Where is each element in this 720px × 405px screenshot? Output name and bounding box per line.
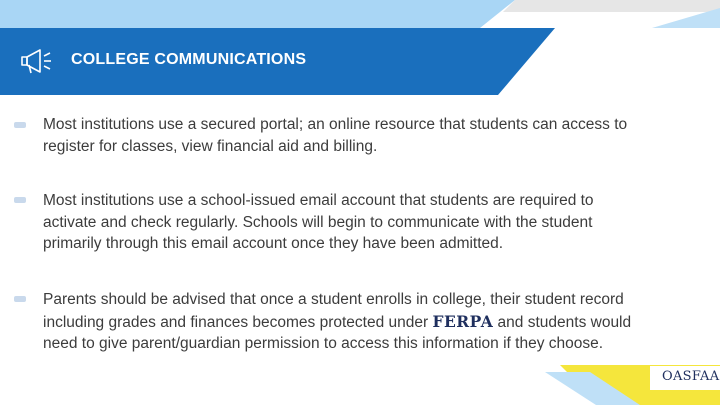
bullet-item-email: Most institutions use a school-issued email account that students are required to activate and check regularly. Schools will begin to communicate with the student primarily through this email account once they have been admitted. <box>43 192 594 252</box>
bullet-item-portal: Most institutions use a secured portal; an online resource that students can access to register for classes, view financial aid and billing. <box>43 116 628 155</box>
bullet-marker <box>14 197 26 203</box>
page-title: COLLEGE COMMUNICATIONS <box>71 51 307 68</box>
ferpa-text-before: Parents should be advised that once a student enrolls in college, their student record including grades and finances becomes protected under <box>43 291 624 331</box>
oasfaa-logo: OASFAA <box>662 369 720 384</box>
bullet-marker <box>14 122 26 128</box>
ferpa-text-after: and students would need to give parent/guardian permission to access this information if they choose. <box>43 313 632 352</box>
bullet-item-ferpa <box>43 289 643 355</box>
bullet-marker <box>14 296 26 302</box>
ferpa-emphasis: FERPA <box>432 311 494 331</box>
